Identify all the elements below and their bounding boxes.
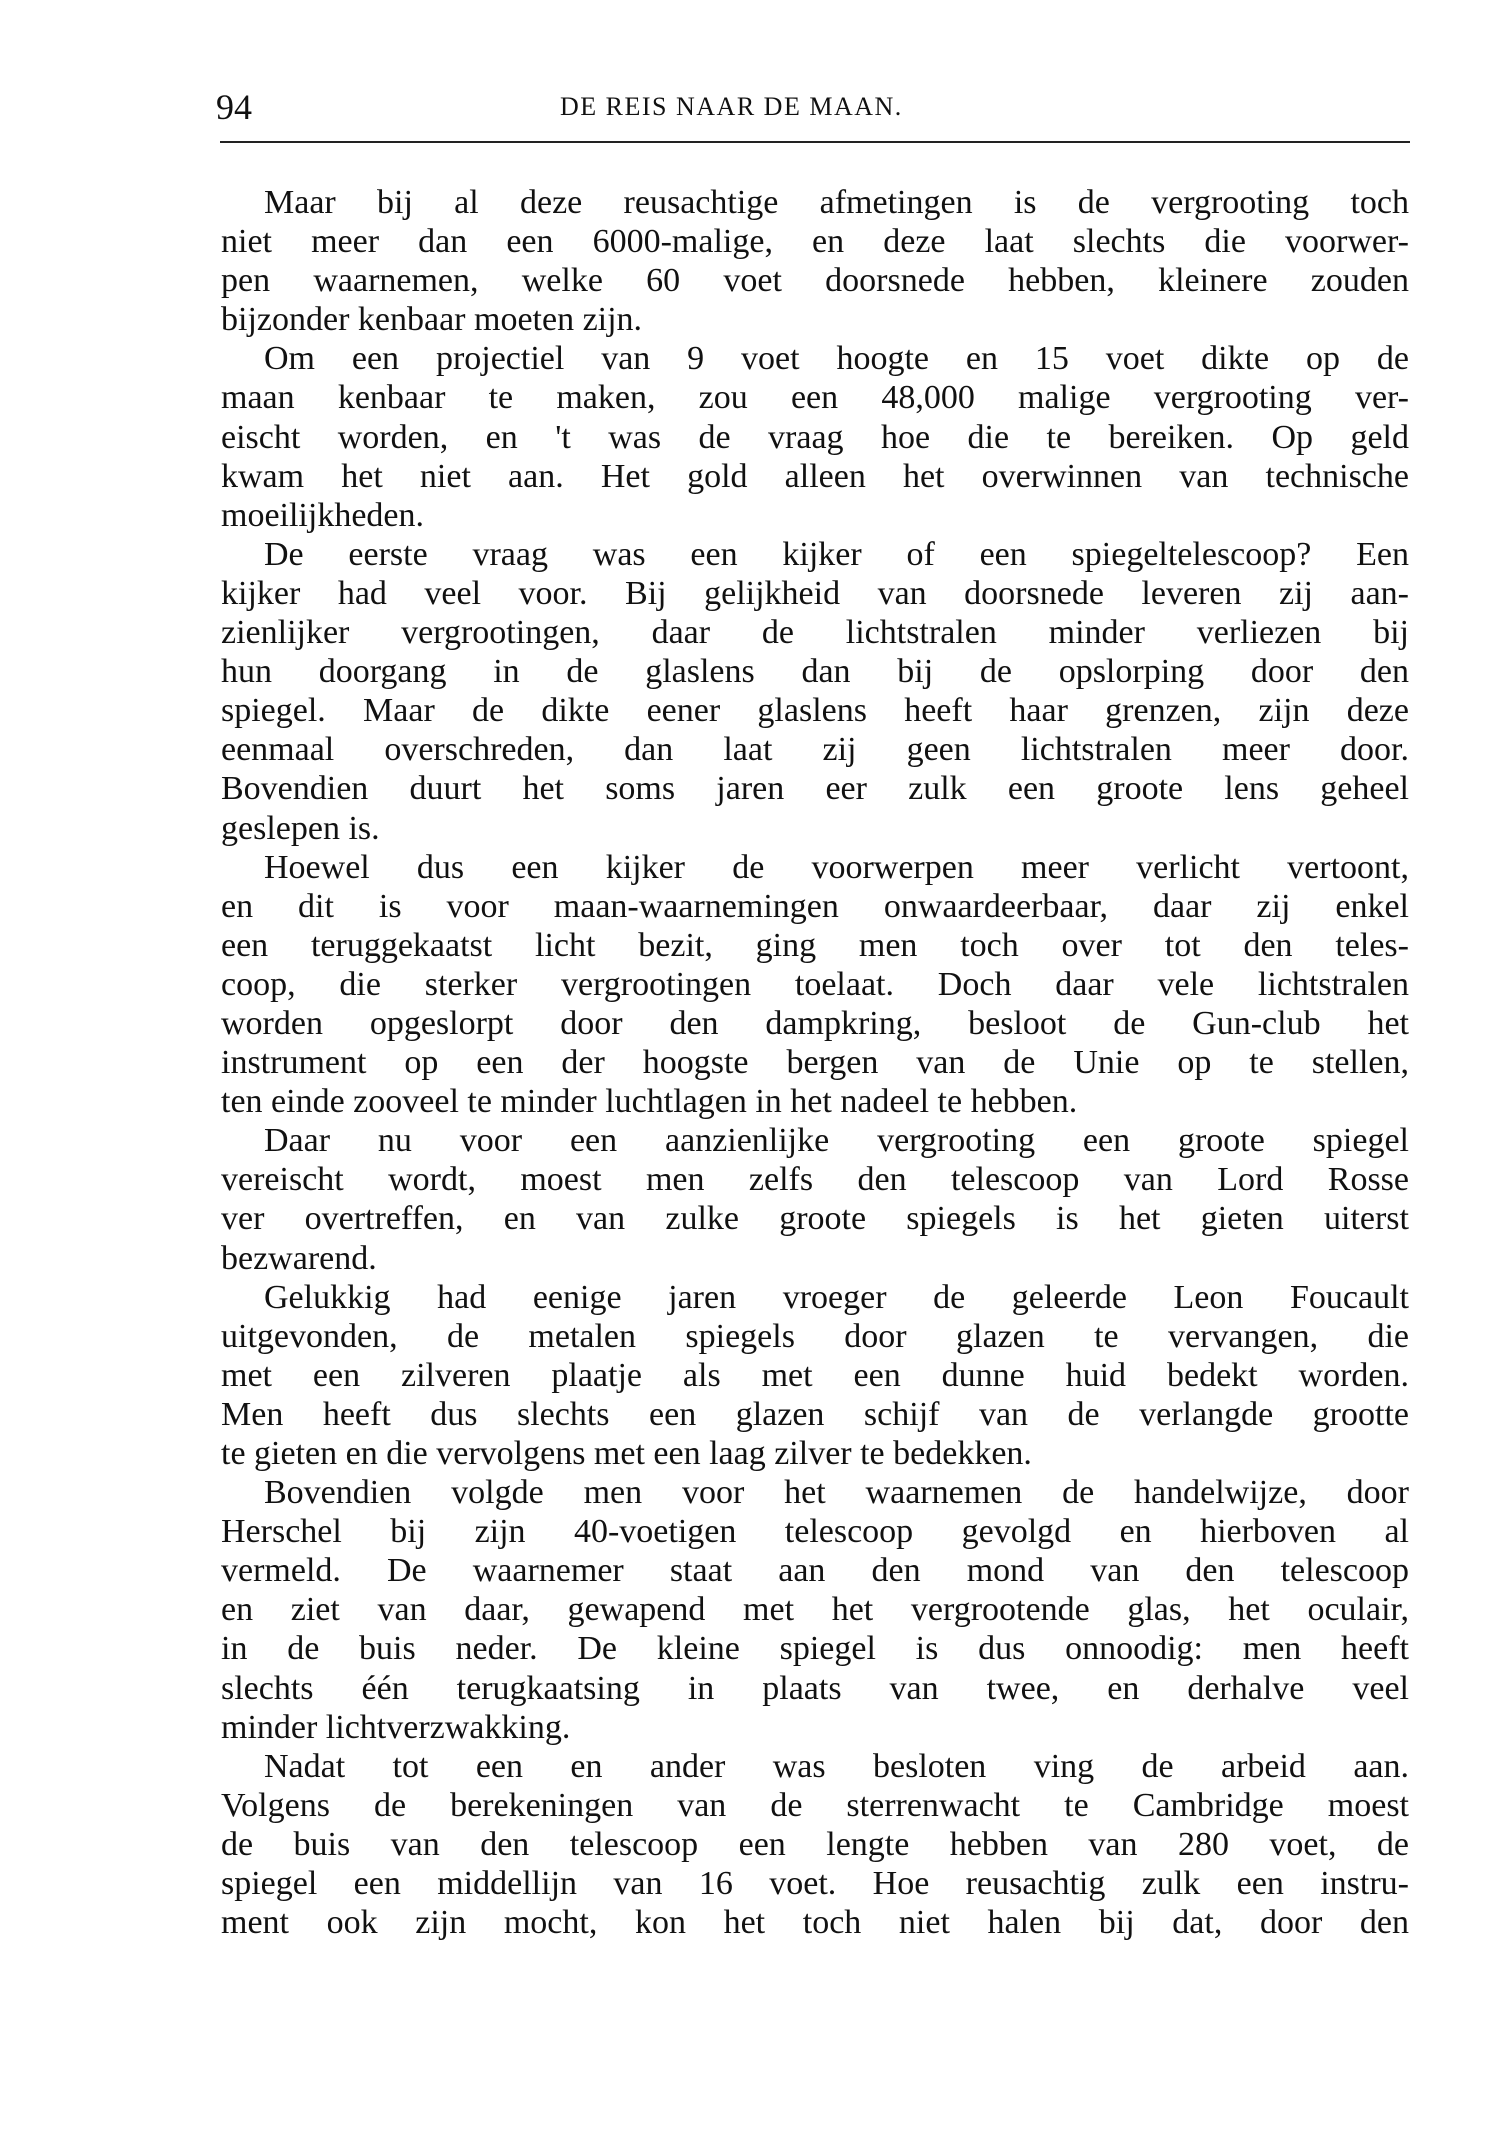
text-line: bezwarend. xyxy=(221,1239,377,1277)
text-line: instrument op een der hoogste bergen van de Unie op te stellen, xyxy=(221,1044,1409,1082)
text-line: vereischt wordt, moest men zelfs den telescoop van Lord Rosse xyxy=(221,1161,1409,1199)
text-line: Om een projectiel van 9 voet hoogte en 15 voet dikte op de xyxy=(264,340,1409,378)
paragraph xyxy=(221,1473,1409,1747)
paragraph xyxy=(221,1121,1409,1277)
text-line: Gelukkig had eenige jaren vroeger de geleerde Leon Foucault xyxy=(264,1278,1409,1316)
text-line: Daar nu voor een aanzienlijke vergrooting een groote spiegel xyxy=(264,1122,1409,1160)
running-title: DE REIS NAAR DE MAAN. xyxy=(560,92,903,121)
text-line: de buis van den telescoop een lengte hebben van 280 voet, de xyxy=(221,1825,1409,1863)
text-line: kwam het niet aan. Het gold alleen het overwinnen van technische xyxy=(221,457,1409,495)
text-line: eischt worden, en 't was de vraag hoe die te bereiken. Op geld xyxy=(221,418,1409,456)
text-line: maan kenbaar te maken, zou een 48,000 malige vergrooting ver- xyxy=(221,379,1409,417)
text-line: spiegel. Maar de dikte eener glaslens heeft haar grenzen, zijn deze xyxy=(221,692,1409,730)
text-line: en ziet van daar, gewapend met het vergrootende glas, het oculair, xyxy=(221,1591,1409,1629)
text-line: pen waarnemen, welke 60 voet doorsnede hebben, kleinere zouden xyxy=(221,262,1409,300)
text-line: bijzonder kenbaar moeten zijn. xyxy=(221,301,643,339)
page-number: 94 xyxy=(216,87,252,127)
text-line: in de buis neder. De kleine spiegel is dus onnoodig: men heeft xyxy=(221,1630,1409,1668)
paragraph xyxy=(221,339,1409,534)
text-line: worden opgeslorpt door den dampkring, besloot de Gun-club het xyxy=(221,1004,1409,1042)
text-line: spiegel een middellijn van 16 voet. Hoe reusachtig zulk een instru- xyxy=(221,1865,1409,1903)
text-line: ment ook zijn mocht, kon het toch niet halen bij dat, door den xyxy=(221,1904,1409,1942)
text-line: slechts één terugkaatsing in plaats van twee, en derhalve veel xyxy=(221,1669,1409,1707)
text-line: minder lichtverzwakking. xyxy=(221,1708,571,1746)
paragraph xyxy=(221,848,1409,1122)
text-line: niet meer dan een 6000-malige, en deze laat slechts die voorwer- xyxy=(221,223,1409,261)
text-line: en dit is voor maan-waarnemingen onwaardeerbaar, daar zij enkel xyxy=(221,887,1409,925)
text-line: Maar bij al deze reusachtige afmetingen is de vergrooting toch xyxy=(264,184,1409,221)
body-text xyxy=(221,183,1409,1942)
text-line: te gieten en die vervolgens met een laag zilver te bedekken. xyxy=(221,1435,1032,1472)
text-line: coop, die sterker vergrootingen toelaat. Doch daar vele lichtstralen xyxy=(221,965,1409,1003)
text-line: moeilijkheden. xyxy=(221,496,425,534)
text-line: eenmaal overschreden, dan laat zij geen lichtstralen meer door. xyxy=(221,731,1409,769)
text-line: ten einde zooveel te minder luchtlagen in het nadeel te hebben. xyxy=(221,1083,1078,1121)
text-line: zienlijker vergrootingen, daar de lichtstralen minder verliezen bij xyxy=(221,614,1409,652)
text-line: Men heeft dus slechts een glazen schijf van de verlangde grootte xyxy=(221,1395,1409,1433)
paragraph xyxy=(221,183,1409,339)
text-line: Hoewel dus een kijker de voorwerpen meer verlicht vertoont, xyxy=(264,848,1409,886)
text-line: vermeld. De waarnemer staat aan den mond van den telescoop xyxy=(221,1552,1409,1590)
text-line: uitgevonden, de metalen spiegels door glazen te vervangen, die xyxy=(221,1317,1409,1355)
text-line: Herschel bij zijn 40-voetigen telescoop gevolgd en hierboven al xyxy=(221,1513,1409,1551)
text-line: hun doorgang in de glaslens dan bij de opslorping door den xyxy=(221,653,1409,691)
paragraph xyxy=(221,535,1409,848)
text-line: Bovendien duurt het soms jaren eer zulk een groote lens geheel xyxy=(221,770,1409,808)
text-line: Nadat tot een en ander was besloten ving de arbeid aan. xyxy=(264,1747,1409,1785)
paragraph xyxy=(221,1747,1409,1942)
text-line: geslepen is. xyxy=(221,809,380,847)
paragraph xyxy=(221,1278,1409,1473)
text-line: ver overtreffen, en van zulke groote spiegels is het gieten uiterst xyxy=(221,1200,1409,1238)
header-rule xyxy=(220,141,1410,143)
text-line: De eerste vraag was een kijker of een spiegeltelescoop? Een xyxy=(264,535,1409,573)
text-line: Volgens de berekeningen van de sterrenwacht te Cambridge moest xyxy=(221,1786,1409,1824)
text-line: Bovendien volgde men voor het waarnemen de handelwijze, door xyxy=(264,1474,1409,1512)
text-line: een teruggekaatst licht bezit, ging men toch over tot den teles- xyxy=(221,926,1409,964)
text-line: met een zilveren plaatje als met een dunne huid bedekt worden. xyxy=(221,1356,1409,1394)
text-line: kijker had veel voor. Bij gelijkheid van doorsnede leveren zij aan- xyxy=(221,574,1409,612)
